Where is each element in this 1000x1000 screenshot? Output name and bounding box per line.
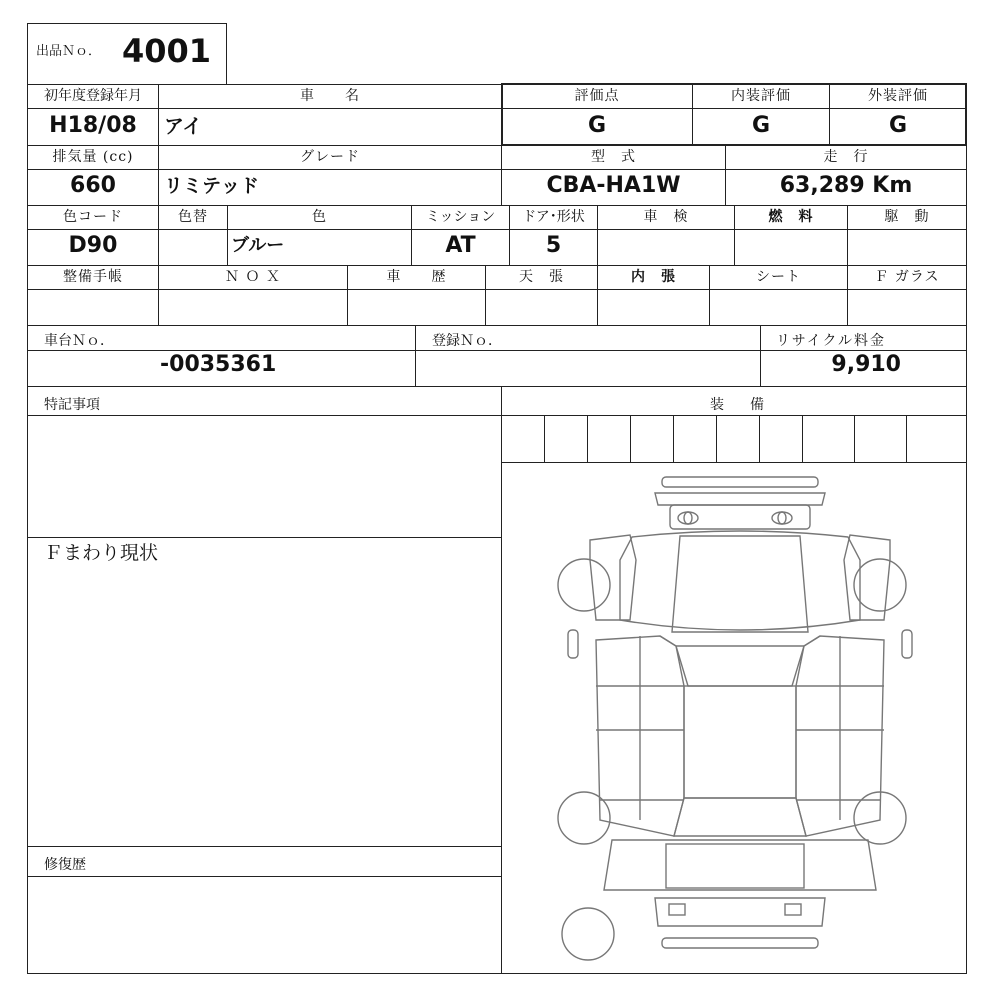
equipment-cell	[759, 415, 760, 462]
repaint-label: 色替	[178, 209, 208, 225]
headlight-right	[772, 512, 792, 524]
front-grille	[670, 505, 810, 529]
rear-hatch	[666, 844, 804, 888]
score-value: G	[587, 113, 607, 138]
first-registration-value: H18/08	[49, 113, 137, 138]
grid-line	[27, 289, 967, 290]
model-label: 型 式	[591, 149, 636, 165]
door-count-value: 5	[545, 233, 562, 258]
chassis-number-value: -0035361	[160, 352, 277, 377]
transmission-value: AT	[445, 233, 476, 258]
displacement-label: 排気量 (cc)	[52, 149, 134, 165]
ceiling-lining-label: 天 張	[519, 269, 564, 285]
grid-line	[501, 386, 502, 974]
front-left-wheel	[558, 559, 610, 611]
displacement-value: 660	[70, 173, 116, 198]
windshield	[672, 536, 808, 632]
rear-bumper	[655, 898, 825, 926]
model-value: CBA-HA1W	[546, 173, 681, 198]
drive-value	[848, 230, 966, 262]
inspection-value	[598, 230, 734, 262]
front-bumper-strip	[662, 477, 818, 487]
transmission-label: ミッション	[425, 209, 496, 225]
equipment-cell	[854, 415, 855, 462]
exterior-rating-label: 外装評価	[868, 88, 928, 104]
car-name-label: 車 名	[300, 88, 360, 104]
grade-label: グレード	[300, 149, 360, 165]
grid-line	[27, 876, 501, 877]
grid-line	[415, 325, 416, 386]
front-right-wheel	[854, 559, 906, 611]
equipment-cell	[630, 415, 631, 462]
repair-history-label: 修復歴	[44, 857, 86, 873]
headlight-left	[678, 512, 698, 524]
equipment-cell	[802, 415, 803, 462]
fuel-value	[735, 230, 847, 262]
rear-left-wheel	[558, 792, 610, 844]
color-value: ブルー	[231, 235, 285, 256]
front-status-text: Ｆまわり現状	[44, 542, 159, 564]
interior-rating-label: 内装評価	[731, 88, 791, 104]
remarks-label: 特記事項	[44, 397, 100, 413]
grid-line	[27, 325, 967, 326]
lot-number-label: 出品Ｎｏ．	[36, 44, 102, 59]
recycle-fee-value: 9,910	[831, 352, 901, 377]
maintenance-record-label: 整備手帳	[63, 269, 123, 285]
score-label: 評価点	[574, 88, 620, 104]
color-code-value: D90	[68, 233, 118, 258]
grid-line	[27, 846, 501, 847]
roof-front	[676, 646, 804, 686]
rear-bumper-strip	[662, 938, 818, 948]
color-label: 色	[312, 209, 327, 225]
equipment-label: 装 備	[710, 397, 770, 413]
grid-line	[27, 386, 967, 387]
car-body-diagram	[545, 470, 925, 965]
equipment-cell	[716, 415, 717, 462]
color-code-label: 色コード	[63, 209, 123, 225]
inspection-label: 車 検	[643, 209, 689, 225]
door-shape-label: ドア･形状	[522, 209, 585, 225]
roof-rear	[674, 798, 806, 836]
tail-light-left	[669, 904, 685, 915]
lot-number: 4001	[122, 32, 212, 70]
roof	[684, 686, 796, 798]
interior-rating-value: G	[751, 113, 771, 138]
equipment-cell	[906, 415, 907, 462]
grid-line	[501, 462, 967, 463]
exterior-rating-value: G	[888, 113, 908, 138]
spare-wheel	[562, 908, 614, 960]
front-glass-label: Ｆ ガラス	[874, 269, 940, 285]
mileage-label: 走 行	[823, 149, 869, 165]
car-name-value: アイ	[164, 114, 203, 138]
tail-light-right	[785, 904, 801, 915]
drive-label: 駆 動	[884, 209, 930, 225]
repaint-value	[159, 230, 227, 262]
chassis-number-label: 車台Ｎｏ．	[44, 333, 114, 349]
equipment-cell	[544, 415, 545, 462]
fuel-label: 燃 料	[768, 209, 814, 225]
rear-quarter	[604, 840, 876, 890]
grade-value: リミテッド	[164, 175, 260, 197]
nox-label: Ｎ Ｏ Ｘ	[225, 269, 281, 285]
seat-label: シート	[756, 269, 801, 285]
equipment-cell	[587, 415, 588, 462]
vehicle-history-label: 車 歴	[386, 269, 447, 285]
front-bumper	[655, 493, 825, 505]
interior-trim-label: 内 張	[631, 269, 676, 285]
first-registration-label: 初年度登録年月	[44, 88, 142, 104]
hood-outline	[620, 531, 860, 630]
grid-line	[27, 415, 967, 416]
right-mirror	[902, 630, 912, 658]
recycle-fee-label: リサイクル料金	[776, 333, 887, 349]
equipment-cell	[673, 415, 674, 462]
registration-number-label: 登録Ｎｏ．	[432, 333, 502, 349]
mileage-value: 63,289 Km	[779, 173, 913, 198]
left-mirror	[568, 630, 578, 658]
